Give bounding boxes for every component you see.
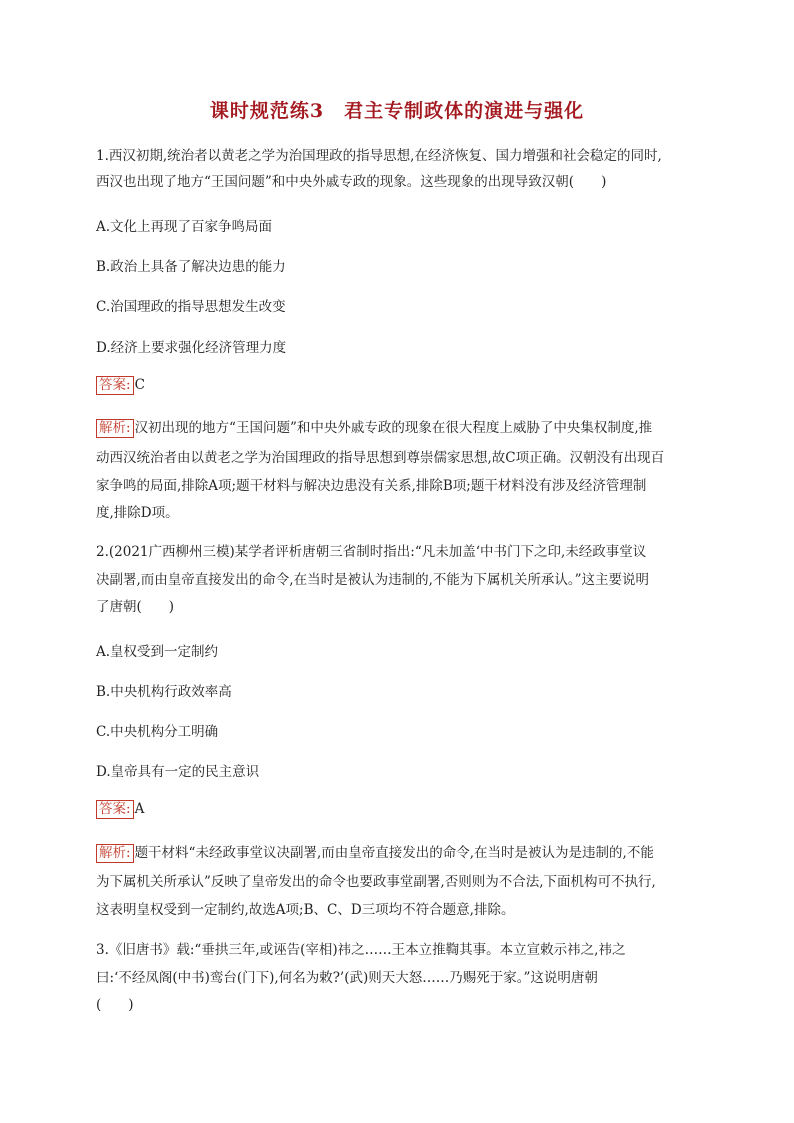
q2-analysis-line-2: 为下属机关所承认”反映了皇帝发出的命令也要政事堂副署,否则则为不合法,下面机构可不执行, [96,874,656,890]
q1-option-c: C.治国理政的指导思想发生改变 [96,299,286,315]
q2-answer-value: A [134,801,145,817]
answer-tag: 答案: [96,376,134,395]
page-title: 课时规范练3 君主专制政体的演进与强化 [209,100,585,122]
q1-stem-line-2: 西汉也出现了地方“王国问题”和中央外戚专政的现象。这些现象的出现导致汉朝( ) [96,174,607,190]
q1-analysis-line-3: 家争鸣的局面,排除A项;题干材料与解决边患没有关系,排除B项;题干材料没有涉及经济管理制 [96,478,647,494]
q2-option-a: A.皇权受到一定制约 [96,644,219,660]
q2-option-b: B.中央机构行政效率高 [96,684,232,700]
q1-option-a: A.文化上再现了百家争鸣局面 [96,219,273,235]
q1-option-b: B.政治上具备了解决边患的能力 [96,259,286,275]
q2-option-c: C.中央机构分工明确 [96,724,219,740]
analysis-tag: 解析: [96,844,134,863]
q3-stem-line-1: 3.《旧唐书》载:“垂拱三年,或诬告(宰相)祎之……王本立推鞫其事。本立宣敕示祎之,祎之 [96,942,626,958]
analysis-tag: 解析: [96,419,134,438]
q2-analysis-text-1: 题干材料“未经政事堂议决副署,而由皇帝直接发出的命令,在当时是被认为是违制的,不能 [134,845,654,861]
answer-tag: 答案: [96,800,134,819]
q1-analysis-line-4: 度,排除D项。 [96,505,179,521]
q2-answer [96,800,144,819]
q1-analysis-line-1 [96,418,652,438]
q2-analysis-line-3: 这表明皇权受到一定制约,故选A项;B、C、D三项均不符合题意,排除。 [96,902,515,918]
q2-analysis-line-1 [96,843,654,863]
q2-stem-line-2: 决副署,而由皇帝直接发出的命令,在当时是被认为违制的,不能为下属机关所承认。”这主要说明 [96,572,650,588]
q2-stem-line-1: 2.(2021广西柳州三模)某学者评析唐朝三省制时指出:“凡未加盖‘中书门下之印,未经政事堂议 [96,544,647,560]
q1-option-d: D.经济上要求强化经济管理力度 [96,340,287,356]
q1-answer [96,376,145,395]
q3-stem-line-3: ( ) [96,997,134,1013]
q1-analysis-text-1: 汉初出现的地方“王国问题”和中央外戚专政的现象在很大程度上威胁了中央集权制度,推 [134,420,653,436]
q2-option-d: D.皇帝具有一定的民主意识 [96,764,260,780]
q1-analysis-line-2: 动西汉统治者由以黄老之学为治国理政的指导思想到尊崇儒家思想,故C项正确。汉朝没有出现百 [96,450,665,466]
q1-stem-line-1: 1.西汉初期,统治者以黄老之学为治国理政的指导思想,在经济恢复、国力增强和社会稳定的同时, [96,148,662,164]
q3-stem-line-2: 曰:‘不经凤阁(中书)鸾台(门下),何名为敕?’(武)则天大怒……乃赐死于家。”这说明唐朝 [96,970,598,986]
q1-answer-value: C [134,377,145,393]
q2-stem-line-3: 了唐朝( ) [96,599,175,615]
